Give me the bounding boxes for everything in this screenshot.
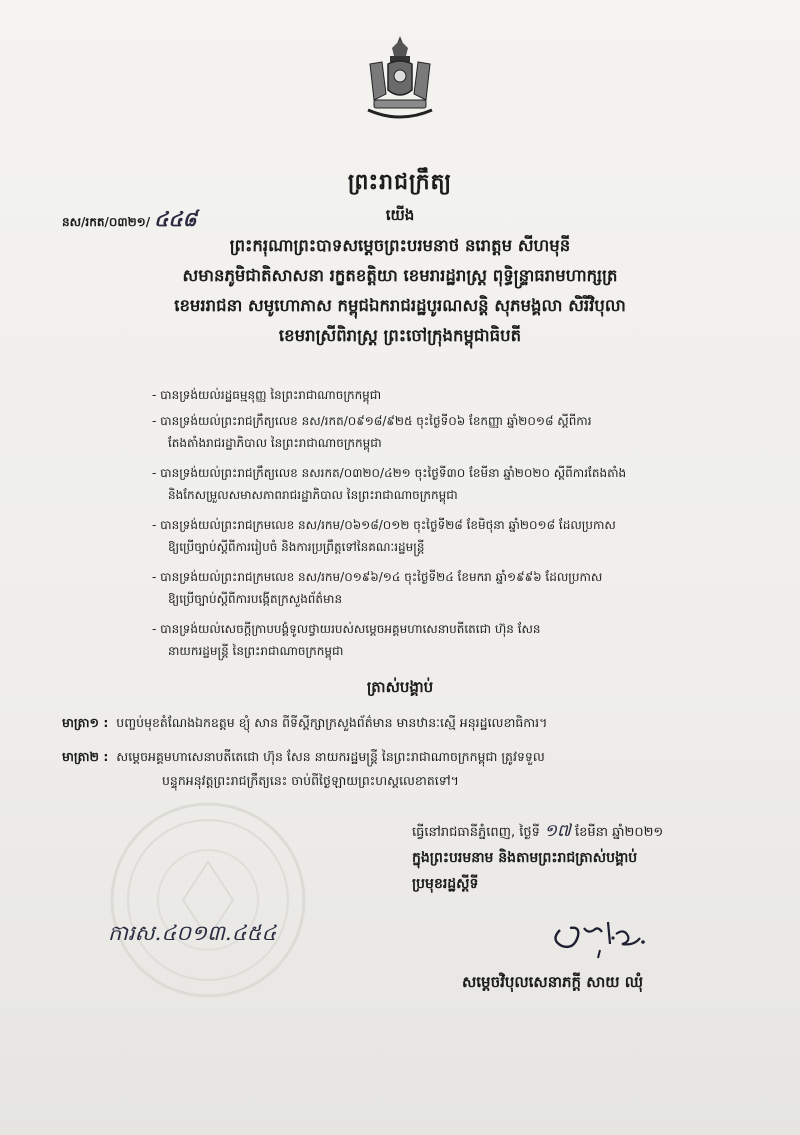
place-prefix: ធ្វើនៅរាជធានីភ្នំពេញ, ថ្ងៃទី (412, 825, 540, 840)
king-title-line-2: សមានភូមិជាតិសាសនា រក្ខតខត្តិយា ខេមរារដ្ឋរាស្ត្រ ពុទ្ធិន្ទ្រាធរាមហាក្សត្រ (182, 266, 618, 285)
reference-item: - បានទ្រង់យល់រដ្ឋធម្មនុញ្ញ នៃព្រះរាជាណាចក្រកម្ពុជា (152, 388, 382, 402)
reference-item: - បានទ្រង់យល់សេចក្តីក្រាបបង្គំទូលថ្វាយរបស់សម្តេចអគ្គមហាសេនាបតីតេជោ ហ៊ុន សែន (152, 622, 541, 636)
article-1 (62, 712, 547, 734)
handwritten-reference: ការស.៤០១៣.៤៥៤ (108, 921, 277, 945)
royal-emblem-icon (360, 34, 440, 120)
reference-number-handwritten: ៤៤៨ (154, 207, 197, 231)
submission-line-2: ប្រមុខរដ្ឋស្តីទី (412, 876, 479, 892)
place-day-handwritten: ១៧ (544, 821, 571, 841)
article-2 (62, 746, 545, 768)
reference-item-continued: នាយករដ្ឋមន្ត្រី នៃព្រះរាជាណាចក្រកម្ពុជា (168, 644, 344, 658)
reference-item-continued: និងកែសម្រួលសមាសភាពរាជរដ្ឋាភិបាល នៃព្រះរាជាណាចក្រកម្ពុជា (168, 488, 458, 502)
article-text: សម្តេចអគ្គមហាសេនាបតីតេជោ ហ៊ុន សែន នាយករដ្ឋមន្ត្រី នៃព្រះរាជាណាចក្រកម្ពុជា ត្រូវទទួល (116, 749, 545, 764)
reference-item-continued: ឱ្យប្រើច្បាប់ស្តីពីការបង្កើតក្រសួងព័ត៌មាន (168, 592, 343, 606)
yeung-heading: យើង (385, 206, 415, 224)
reference-item: - បានទ្រង់យល់ព្រះរាជក្រឹត្យលេខ នសរកត/០៣២០/៤២១ ចុះថ្ងៃទី៣០ ខែមីនា ឆ្នាំ២០២០ ស្តីពីការតែងតាំង (152, 466, 627, 480)
reference-item: - បានទ្រង់យល់ព្រះរាជក្រឹត្យលេខ នស/រកត/០៩១៨/៩២៥ ចុះថ្ងៃទី០៦ ខែកញ្ញា ឆ្នាំ២០១៨ ស្តីពីការ (152, 414, 592, 428)
king-title-line-3: ខេមររាជនា សមូហោភាស កម្ពុជឯករាជរដ្ឋបូរណសន្តិ សុភមង្គលា សិរីវិបុលា (174, 296, 626, 315)
reference-item: - បានទ្រង់យល់ព្រះរាជក្រមលេខ នស/រកម/០៦១៨/០១២ ចុះថ្ងៃទី២៨ ខែមិថុនា ឆ្នាំ២០១៨ ដែលប្រកាស (152, 518, 616, 532)
king-title-line-1: ព្រះករុណាព្រះបាទសម្តេចព្រះបរមនាថ នរោត្តម សីហមុនី (229, 236, 571, 255)
submission-line-1: ក្នុងព្រះបរមនាម និងតាមព្រះរាជត្រាស់បង្គាប់ (412, 850, 638, 866)
reference-item-continued: ឱ្យប្រើច្បាប់ស្តីពីការរៀបចំ និងការប្រព្រឹត្តទៅនៃគណៈរដ្ឋមន្ត្រី (168, 540, 425, 554)
place-suffix: ខែមីនា ឆ្នាំ២០២១ (575, 825, 664, 840)
article-text-continued: បន្ទុកអនុវត្តព្រះរាជក្រឹត្យនេះ ចាប់ពីថ្ងៃឡាយព្រះហស្តលេខាតទៅ។ (162, 773, 459, 788)
page-title: ព្រះរាជក្រឹត្យ (347, 170, 453, 195)
reference-number-prefix: នស/រកត/០៣២១/ (62, 215, 151, 229)
article-label: មាត្រា២ : (62, 749, 109, 764)
place-date (412, 820, 663, 845)
decide-heading: ត្រាស់បង្គាប់ (366, 678, 434, 696)
reference-item-continued: តែងតាំងរាជរដ្ឋាភិបាល នៃព្រះរាជាណាចក្រកម្ពុជា (168, 436, 382, 450)
signer-name: សម្តេចវិបុលសេនាភក្តី សាយ ឈុំ (462, 973, 644, 991)
king-title-line-4: ខេមរាស្រីពិរាស្ត្រ ព្រះចៅក្រុងកម្ពុជាធិបតី (278, 326, 522, 345)
article-label: មាត្រា១ : (62, 715, 109, 730)
article-text: បញ្ចប់មុខតំណែងឯកឧត្តម ខ្យុំ សាន ពីទីស្តីក្សាក្រសួងព័ត៌មាន មានឋានៈស្មើ អនុរដ្ឋលេខាធិការ។ (116, 715, 548, 730)
signature-icon (540, 900, 660, 960)
reference-item: - បានទ្រង់យល់ព្រះរាជក្រមលេខ នស/រកម/០១៩៦/១៤ ចុះថ្ងៃទី២៤ ខែមករា ឆ្នាំ១៩៩៦ ដែលប្រកាស (152, 570, 603, 584)
embossed-seal-icon (88, 800, 328, 1000)
